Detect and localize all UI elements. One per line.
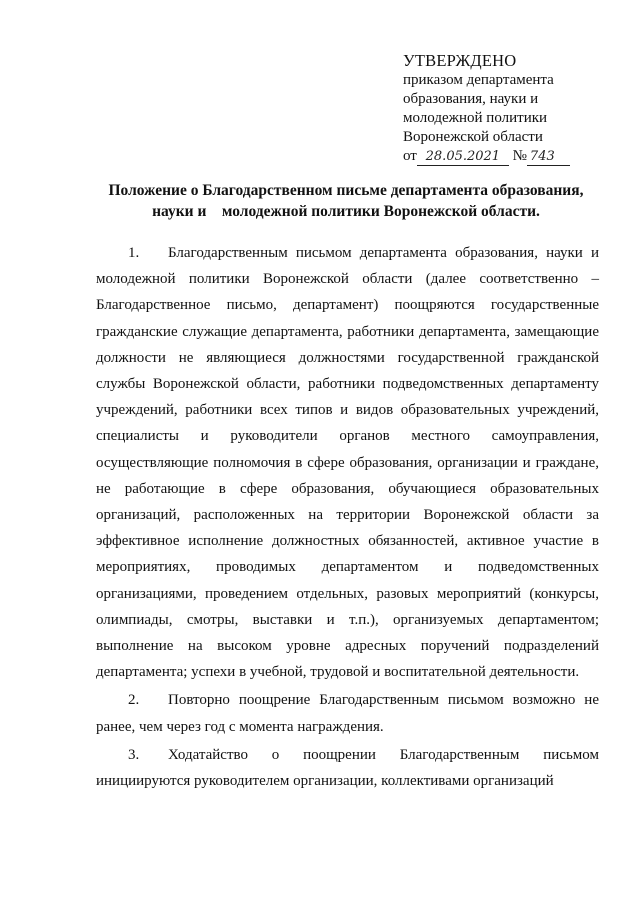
- paragraph-text-continued: и молодежной политики Воронежской области (далее соответственно – Благодарственное письмо, департамент) поощряются государственные гражданские служащие департамента, работники департамента, замещающие должности не являющиеся должностями государственной гражданской службы Воронежской области, работники подведомственных департаменту учреждений, работники всех типов и видов образовательных учреждений, специалисты и руководители органов местного самоуправления, осуществляющие полномочия в сфере образования, организации и граждане, не работающие в сфере образования, обучающиеся образовательных организаций, расположенных на территории Воронежской области за эффективное исполнение должностных обязанностей, активное участие в мероприятиях, проводимых департаментом и подведомственных организациями, проведением отдельных, разовых мероприятий (конкурсы, олимпиады, смотры, выставки и т.п.), организуемых департаментом; выполнение на высоком уровне адресных поручений подразделений департамента; успехи в учебной, трудовой и воспитательной деятельности.: [96, 245, 600, 681]
- approval-stamp: [403, 50, 623, 166]
- paragraph-3: [96, 742, 599, 794]
- approval-line-2: образования, науки и: [403, 91, 539, 107]
- approval-date-line: [403, 147, 623, 166]
- approved-heading: УТВЕРЖДЕНО: [403, 51, 517, 70]
- paragraph-text: Ходатайство о поощрении Благодарственным письмом инициируются руководителем организации, коллективами организаций: [96, 746, 599, 790]
- handwritten-date: 28.05.2021: [417, 149, 509, 166]
- date-prefix: от: [403, 148, 417, 164]
- paragraph-1: [96, 240, 599, 685]
- approval-line-1: приказом департамента: [403, 72, 554, 88]
- paragraph-2: [96, 687, 599, 739]
- approval-line-3: молодежной политики: [403, 110, 548, 126]
- handwritten-number: 743: [527, 149, 570, 166]
- title-line-2: науки и молодежной политики Воронежской области.: [152, 203, 540, 220]
- document-body: [96, 240, 599, 794]
- paragraph-text: Благодарственным письмом департамента образования, науки: [168, 245, 583, 261]
- approval-line-4: Воронежской области: [403, 129, 543, 145]
- document-title: [96, 180, 596, 222]
- paragraph-number: 2.: [128, 692, 140, 709]
- paragraph-number: 3.: [128, 746, 140, 763]
- paragraph-text: Повторно поощрение Благодарственным письмом возможно не ранее, чем через год с момента награждения.: [96, 692, 599, 735]
- paragraph-number: 1.: [128, 245, 140, 261]
- title-line-1: Положение о Благодарственном письме департамента образования,: [108, 182, 584, 199]
- number-sign: №: [512, 148, 527, 164]
